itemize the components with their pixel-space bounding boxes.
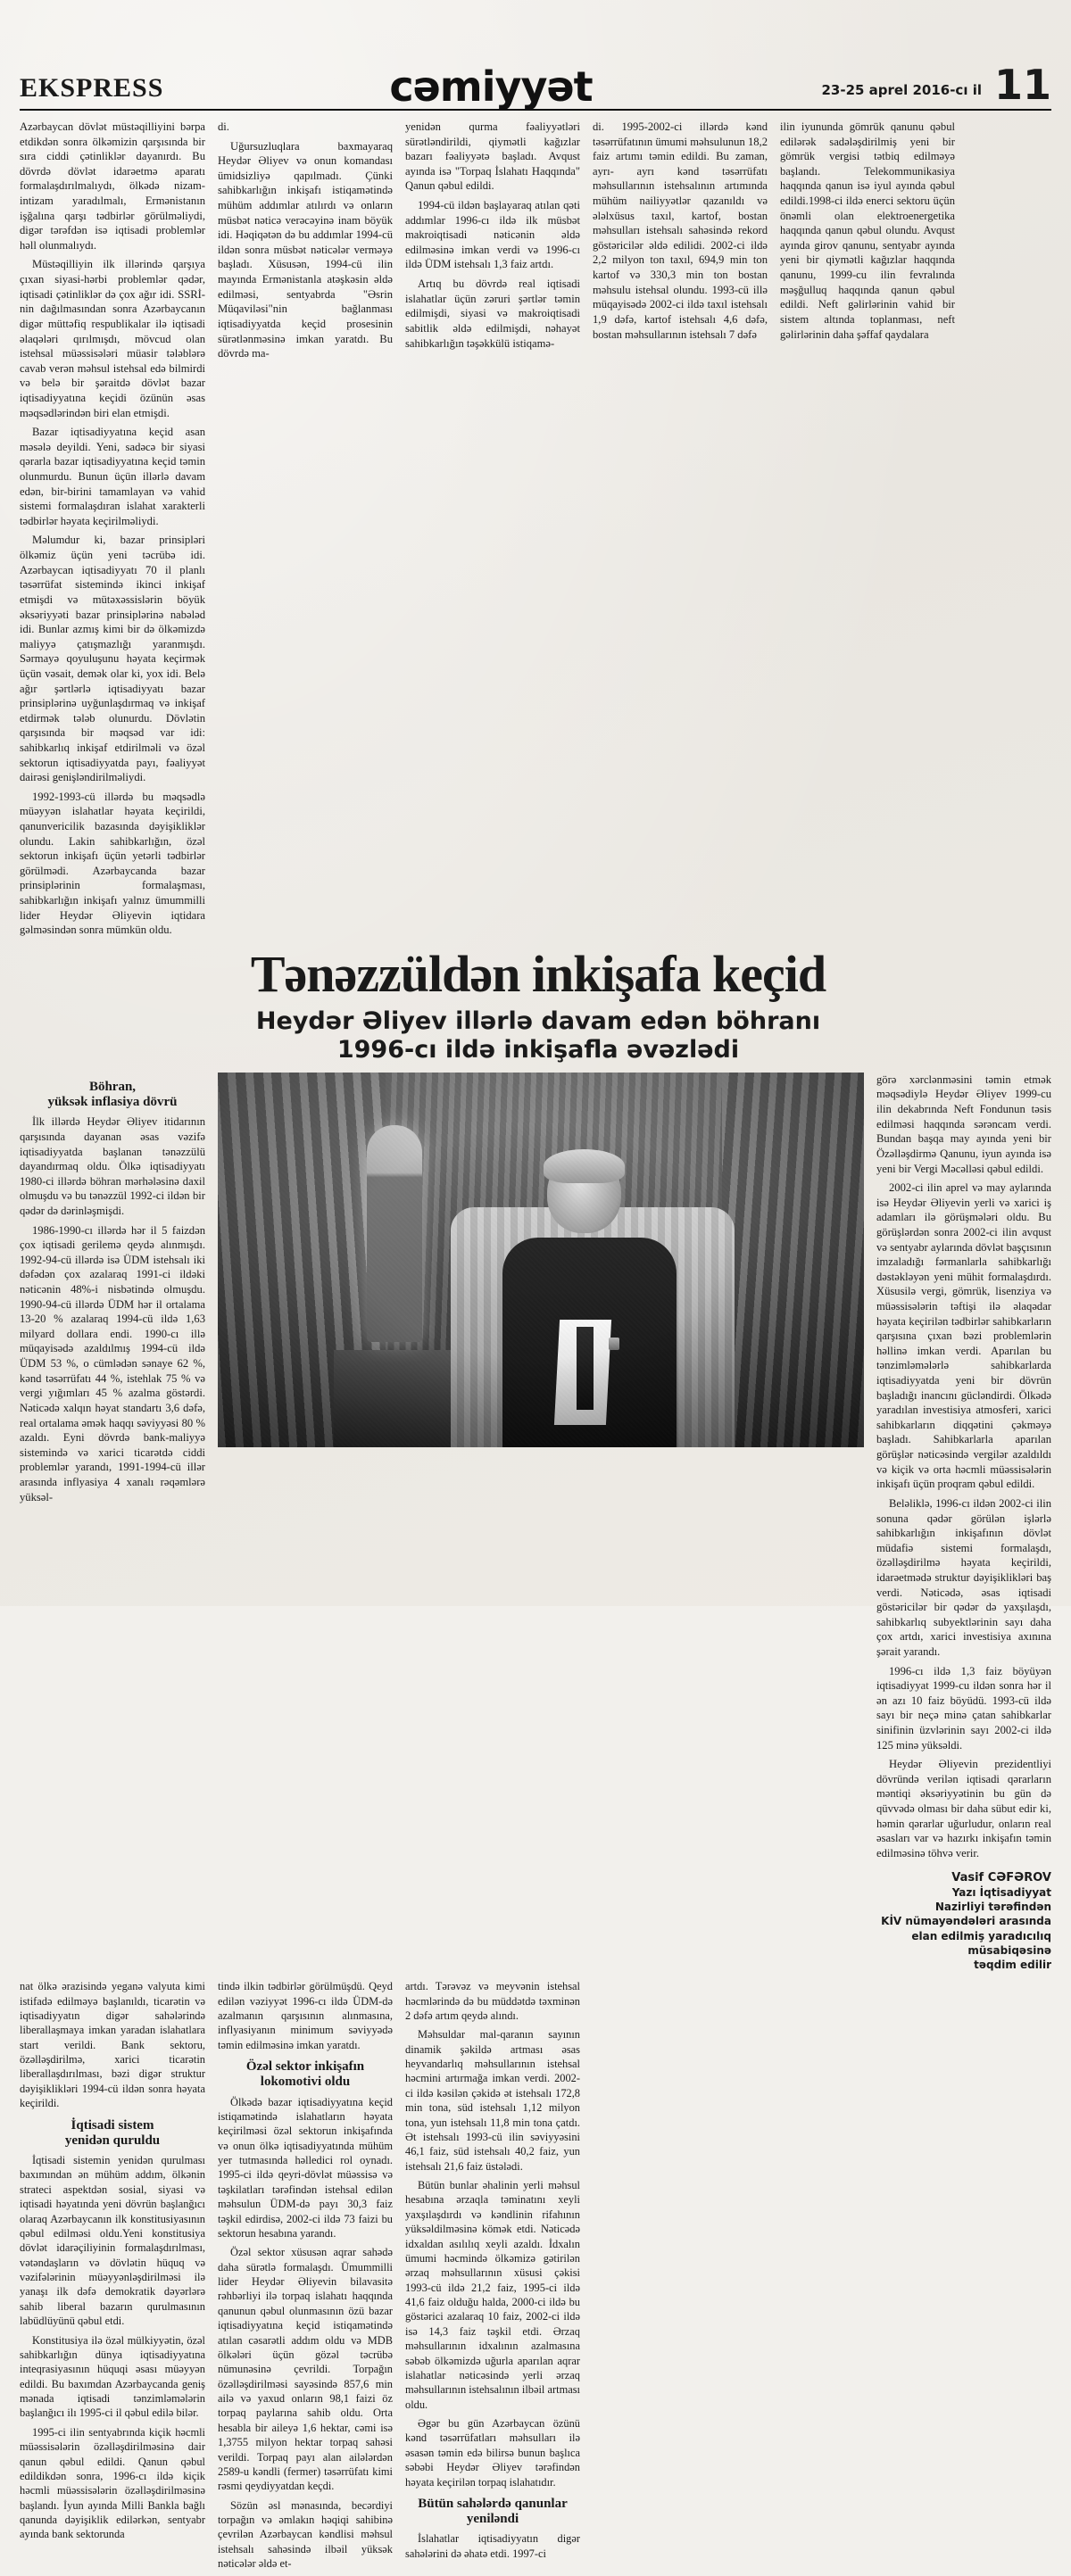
subhead-line1: Özəl sektor inkişafın	[245, 2059, 365, 2075]
paragraph: Məhsuldar mal-qaranın sayının dinamik şəkildə artması əsas heyvandarlıq məhsullarının istehsal həcmini artırmağa imkan verdi. 2002-ci ildə kəsilən çəkidə ət istehsalı 172,8 min tona, süd istehsalı 1,12 milyon tona, yun istehsalı 11,8 min tona çatdı. Ət istehsalı 1993-cü ilin səviyyəsini 46,1 faiz, süd istehsalı 40,2 faiz, yun istehsalı 21,6 faiz üstələdi.	[405, 2028, 580, 2173]
subhead-line2: yeniləndi	[466, 2512, 519, 2527]
paragraph: İlk illərdə Heydər Əliyev itidarının qarşısında dayanan əsas vəzifə iqtisadiyyatda başlanan tənəzzülü dayandırmaq oldu. Ölkə iqtisadiyyatı 1980-ci illərdə böhran mərhələsinə daxil olmuşdu və bu tənəzzül 1992-ci ildən bir qədər də dərinləşmişdi.	[20, 1115, 205, 1217]
article-column-bottom-2	[218, 1979, 393, 2575]
paragraph: Müstəqilliyin ilk illərində qarşıya çıxan siyasi-hərbi problemlər qədər, iqtisadi çətinliklər də çox ağır idi. SSRİ-nin dağılmasından sonra Azərbaycanın digər müttəfiq respublikalar ilə iqtisadi əlaqələri qırılmışdı, mövcud olan istehsal müəssisələri müasir tələblərə cavab verən məhsul istehsal edə bilmirdi və belə bir şəraitdə dövlət bazar iqtisadiyyatına keçidi özünün əsas məqsədlərindən biri elan etmişdi.	[20, 258, 205, 419]
top-columns	[20, 120, 1051, 942]
subhead-line1: Bütün sahələrdə qanunlar	[418, 2496, 568, 2511]
article-column-4	[593, 120, 768, 942]
paragraph: ilin iyununda gömrük qanunu qəbul edilərək sadələşdirilmiş yeni bir gömrük vergisi tətbiq edilməyə başlandı. Telekommunikasiya haqqında qanun isə iyul ayında qəbul edildi.1998-ci ildə enerci sektoru üçün önəmli olan elektroenergetika haqqında qanun qəbul olundu. Avqust ayında girov qanunu, sentyabr ayında yeni bir qiymətli kağızlar haqqında qanunu, 1999-cu ilin fevralında məşğulluq haqqında qanun qəbul edildi. Neft gəlirlərinin vahid bir sistem altında toplanması, neft gəlirlərinin daha şəffaf qaydalara	[780, 120, 955, 341]
paragraph: Bütün bunlar əhalinin yerli məhsul hesabına ərzaqla təminatını xeyli yaxşılaşdırdı və kəndlinin rifahının yüksəldilməsinə kömək etdi. Nəticədə idxaldan asılılıq xeyli azaldı. İdxalın ümumi həcmində ölkəmizə gətirilən ərzaq məhsullarının xüsusi çəkisi 1993-cü ildə 21,2 faiz, 1995-ci ildə 41,6 faiz olduğu halda, 2000-ci ildə bu göstərici azalaraq 10 faiz, 2002-ci ildə isə 14,3 faiz təşkil etdi. Ərzaq məhsullarının idxalının azalmasına səbəb ölkəmizdə uğurla aparılan aqrar islahatlar nəticəsində yerli ərzaq məhsullarının istehsalının ilbəil artması oldu.	[405, 2179, 580, 2411]
paragraph: Konstitusiya ilə özəl mülkiyyətin, özəl sahibkarlığın dünya iqtisadiyyatına inteqrasiyasının hüquqi əsası müəyyən edildi. Bu baxımdan Azərbaycanda geniş mənada iqtisadi tənzimləmələrin başlanğıcı ilı 1995-ci il qəbul edilə bilər.	[20, 2333, 205, 2420]
paragraph: di. 1995-2002-ci illərdə kənd təsərrüfatının ümumi məhsulunun 18,2 faiz artımı təmin edildi. Bu zaman, ayrı- ayrı kənd təsərrüfatı məhsullarının istehsalının artımında mühüm nailiyyətlər qazanıldı və ələlxüsus taxıl, kartof, bostan məhsulları istehsalı sahəsində rekord göstəricilər əldə edilidi. 2002-ci ildə 2,2 milyon ton taxıl, 694,9 min ton kartof və 330,3 min ton bostan məhsulu istehsal olundu. 1993-cü illə müqayisədə 2002-ci ildə taxıl istehsalı 1,9 dəfə, kartof istehsalı 4,6 dəfə, bostan məhsullarının istehsalı 7 dəfə	[593, 120, 768, 341]
author-signoff	[876, 1870, 1051, 1973]
paragraph: Əgər bu gün Azərbaycan özünü kənd təsərrüfatları məhsulları ilə əsasən təmin edə bilirsə bunun başlıca səbəbi Heydər Əliyev tərəfindən həyata keçirilən torpaq islahatıdır.	[405, 2417, 580, 2489]
signoff-line-3: Nazirliyi tərəfindən	[934, 1901, 1051, 1914]
paragraph: Ölkədə bazar iqtisadiyyatına keçid istiqamətində islahatların həyata keçirilməsi özəl sektorun inkişafında və onun ölkə iqtisadiyyatında mühüm yer tutmasında həlledici rol oynadı. 1995-ci ildə qeyri-dövlət müəssisə və təşkilatları tərəfindən istehsal edilən məhsulun ÜDM-də payı 30,3 faiz təşkil edirdisə, 2002-ci ildə 73 faizi bu sektorun hesabına yarandı.	[218, 2095, 393, 2240]
paragraph: 2002-ci ilin aprel və may aylarında isə Heydər Əliyevin yerli və xarici iş adamları ilə görüşmələri oldu. Bu görüşlərdən sonra 2002-ci ilin avqust və sentyabr aylarında dövlət başçısının imzaladığı fərmanlarla sahibkarlığı dəstəkləyən yeni mühit formalaşdırdı. Xüsusilə vergi, gömrük, lisenziya və müəssisələrin təftişi ilə əlaqədar həyata keçirilən tədbirlər sahibkarların qarşısına çıxan bəzi problemlərin həllinə imkan verdi. Aparılan bu tənzimləmələrlə sahibkarlarda iqtisadiyyatda yeni bir dövrün başladığı inancını gücləndirdi. Ölkədə yaradılan investisiya atmosferi, xarici sahibkarların diqqətini çəkməyə başladı. Sahibkarlarla aparılan görüşlər nəticəsində vergilər azaldıldı və kiçik və orta həcmli müəssisələrin inkişafı üçün proqram qəbul edildi.	[876, 1181, 1051, 1491]
signoff-line-5: elan edilmiş yaradıcılıq	[911, 1929, 1051, 1942]
paragraph: Artıq bu dövrdə real iqtisadi islahatlar üçün zəruri şərtlər təmin edilmişdi, siyasi və makroiqtisadi sabitlik əldə edilmişdi, nəhayət sahibkarlığın təşəkkülü istiqamə-	[405, 277, 580, 350]
masthead-right	[757, 60, 1051, 109]
column-subhead-bohran	[20, 1080, 205, 1111]
paragraph: Məlumdur ki, bazar prinsipləri ölkəmiz üçün yeni təcrübə idi. Azərbaycan iqtisadiyyatı 70 il planlı təsərrüfat sistemində ikinci inkişaf etmişdi və mütəxəssislərin böyük əksəriyyəti bazar prinsiplərinə nabələd idi. Bunlar azmış kimi bir də ölkəmizdə maliyyə çatışmazlığı yaranmışdı. Sərmayə qoyuluşunu həyata keçirmək üçün vəsait, demək olar ki, yox idi. Belə ağır şərtlərlə iqtisadiyyatı bazar prinsiplərinə uyğunlaşdırmaq və inkişaf etdirmək tələb olunurdu. Dövlətin qarşısında bir məqsəd var idi: sahibkarlıq inkişaf etdirilməli və özəl sektorun iqtisadiyyatda payı, fəaliyyət dairəsi genişləndirilməliydi.	[20, 534, 205, 784]
paragraph: tində ilkin tədbirlər görülmüşdü. Qeyd edilən vəziyyət 1996-cı ildə ÜDM-də azalmanın qarşısının alınmasına, inflyasiyanın minimum səviyyədə təmin edilməsinə imkan yaratdı.	[218, 1980, 393, 2051]
paragraph: Bazar iqtisadiyyatına keçid asan məsələ deyildi. Yeni, sadəcə bir siyasi qərarla bazar iqtisadiyyatına keçid təmin olunmurdu. Bunun üçün illərlə davam edən, bir-birini tamamlayan və vahid sistemi formalaşdıran islahat xarakterli tədbirlər həyata keçirilməliydi.	[20, 426, 205, 527]
paragraph: Uğursuzluqlara baxmayaraq Heydər Əliyev və onun komandası ümidsizliyə qapılmadı. Çünki sahibkarlığın inkişafı istiqamətində mühüm addımlar atılırdı və onların müsbət nəticə verəcəyinə inam böyük idi. Həqiqətən də bu addımlar 1994-cü ildən sonra müsbət nəticələr verməyə başladı. Xüsusən, 1994-cü ilin mayında Ermənistanla atəşkəsin əldə edilməsi, sentyabrda "Əsrin Müqaviləsi"nin bağlanması iqtisadiyyatda keçid prosesinin sürətlənməsinə imkan yaratdı. Bu dövrdə ma-	[218, 139, 393, 360]
paragraph: İslahatlar iqtisadiyyatın digər sahələrini də əhatə etdi. 1997-ci	[405, 2532, 580, 2560]
author-name: Vasif CƏFƏROV	[951, 1870, 1051, 1884]
article-column-bottom-3	[405, 1979, 580, 2575]
article-column-bottom-1	[20, 1979, 205, 2575]
article-column-5	[780, 120, 955, 942]
article-column-bottom-5	[780, 1979, 955, 2575]
mid-section	[20, 1073, 1051, 1972]
section-title: cəmiyyət	[389, 62, 593, 111]
article-photo	[218, 1073, 864, 1447]
subhead-line1: İqtisadi sistem	[71, 2117, 154, 2133]
paragraph: 1986-1990-cı illərdə hər il 5 faizdən çox iqtisadi gerilemə qeydə alınmışdı. 1992-94-cü illərdə isə ÜDM istehsalı iki dəfədən çox azalaraq 1991-ci ildəki nəticənin 48%-i nisbətində olmuşdu. 1990-94-cü illərdə ÜDM hər il ortalama 13-20 % azalaraq 1994-cü ildə 1,63 milyard dollara endi. 1990-cı illə müqayisədə azaldılmış 1994-cü ildə ÜDM 53 %, o cümlədən sənaye 62 %, kənd təsərrüfatı 44 %, istehlak 75 % və vergi yığımları 45 % azalma göstərdi. Nəticədə xalqın həyat standartı 3,6 dəfə, real ortalama əmək haqqı səviyyəsi 80 % azaldı. Eyni dövrdə bank-maliyyə sistemində və xarici ticarətdə ciddi problemlər yarandı, 1991-1994-cü illər arasında inflyasiya 4 xanalı rəqəmlərə yüksəl-	[20, 1223, 205, 1503]
subhead-line2: yenidən quruldu	[64, 2133, 161, 2148]
article-column-3	[405, 120, 580, 942]
article-headline: Tənəzzüldən inkişafa keçid	[250, 944, 826, 1003]
column-subhead-qanunlar	[405, 2497, 580, 2528]
paragraph: Beləliklə, 1996-cı ildən 2002-ci ilin sonuna qədər görülən işlərlə sahibkarlığın inkişafının dövlət müdafiə sistemi formalaşdı, özəlləşdirilmə həyata keçirildi, idarəetmədə struktur dəyişiklikləri baş verdi. Nəticədə, əsas iqtisadi göstəricilər bir qədər də yaxşılaşdı, sahibkarlıq subyektlərinin sayı daha çox artdı, xarici investisiya axınına şərait yarandı.	[876, 1496, 1051, 1658]
paragraph: nat ölkə ərazisində yeganə valyuta kimi istifadə edilməyə başlanıldı, ticarətin və iqtisadiyyatın digər sahələrində liberallaşmaya imkan yaradan islahatlara start verildi. Bank sektoru, özəlləşdirilmə, xarici ticarətin liberallaşdırılması, bəzi digər struktur dəyişiklikləri 1994-cü ildən sonra həyata keçirildi.	[20, 1980, 205, 2110]
masthead	[20, 62, 1051, 111]
article-subheadline-line2: 1996-cı ildə inkişafla əvəzlədi	[336, 1036, 740, 1064]
bottom-columns	[20, 1979, 1051, 2575]
article-column-5-continued	[876, 1073, 1051, 1972]
paragraph: İqtisadi sistemin yenidən qurulması baxımından ən mühüm addım, ölkənin strateci aspektdən sosial, siyasi və iqtisadi həyatında yeni dövrün başlanğıcı olaraq Azərbaycanın ilk konstitusiyasının qəbul edilməsi oldu.Yeni konstitusiya dövlət idarəçiliyinin formalaşdırılması, vətəndaşların və dövlətin hüquq və vəzifələrinin müəyyənləşdirilməsi ilə yanaşı ilk dəfə demokratik dəyərlərə sahib liberal bazarın qurulmasının labüdlüyünü qəbul etdi.	[20, 2154, 205, 2328]
signoff-line-6: müsabiqəsinə	[967, 1943, 1051, 1957]
paragraph: görə xərclənməsini təmin etmək məqsədiylə Heydər Əliyev 1999-cu ilin dekabrında Neft Fondunun təsis edilməsi haqqında sərəncam verdi. Bundan başqa may ayında yeni bir Özəlləşdirmə Qanunu, iyun ayında isə yeni bir Vergi Məcəlləsi qəbul edildi.	[876, 1073, 1051, 1175]
headline-block	[20, 944, 1051, 1065]
article-column-2	[218, 120, 393, 942]
photo-vignette	[218, 1073, 864, 1447]
article-column-1	[20, 120, 205, 942]
paragraph: 1996-cı ildə 1,3 faiz böyüyən iqtisadiyyat 1999-cu ildən sonra hər il ən azı 10 faiz böyüdü. 1993-cü ildə sayı bir neçə minə çatan sahibkarlar sinifinin üzvlərinin sayı 2002-ci ildə 125 minə yüksəldi.	[876, 1664, 1051, 1752]
paragraph: 1995-ci ilin sentyabrında kiçik həcmli müəssisələrin özəlləşdirilməsinə dair qanun qəbul edildi. Qanun qəbul edildikdən sonra, 1996-cı ildə kiçik həcmli müəssisələrin özəlləşdirilməsinə başlandı. İyun ayında Milli Bankla bağlı qanunda dəyişiklik edilərkən, sentyabr ayında bank sektorunda	[20, 2425, 205, 2541]
article-column-bottom-4	[593, 1979, 768, 2575]
subhead-line1: Böhran,	[88, 1079, 137, 1094]
paragraph: Azərbaycan dövlət müstəqilliyini bərpa etdikdən sonra ölkəmizin qarşısında bir sıra ciddi çətinliklər dayanırdı. Bu dövrdə dövlət idarəetmə aparatı formalaşdırılmalıydı, ölkədə nizam-intizam yaradılmalı, Ermənistanın işğalına qarşı tədbirlər görülməliydi, digər tərəfdən isə iqtisadi problemlər həll olunmalıydı.	[20, 120, 205, 252]
signoff-line-2: Yazı İqtisadiyyat	[951, 1886, 1051, 1900]
subhead-line2: lokomotivi oldu	[260, 2075, 351, 2090]
paragraph: di.	[218, 120, 229, 133]
paragraph: yenidən qurma fəaliyyətləri sürətləndirildi, qiymətli kağızlar bazarı fəaliyyətə başladı. Avqust ayında isə "Torpaq İslahatı Haqqında" Qanun qəbul edildi.	[405, 120, 580, 193]
column-subhead-iqtisadi-sistem	[20, 2118, 205, 2149]
photo-inner	[218, 1073, 864, 1447]
signoff-line-7: təqdim edilir	[974, 1959, 1051, 1972]
column-subhead-ozel-sektor	[218, 2059, 393, 2091]
paragraph: Sözün əsl mənasında, becərdiyi torpağın və əmlakın həqiqi sahibinə çevrilən Azərbaycan kəndlisi məhsul istehsalı sahəsində ilbəil yüksək nəticələr əldə et-	[218, 2498, 393, 2571]
paragraph: Heydər Əliyevin prezidentliyi dövründə verilən iqtisadi qərarların məntiqi əksəriyyətinin bu gün də qüvvədə olması bir daha sübut edir ki, həmin qərarlar uğurludur, onların real əsasları var və hazırkı inkişafın təmin edilməsinə töhvə verir.	[876, 1758, 1051, 1860]
paragraph: 1994-cü ildən başlayaraq atılan qəti addımlar 1996-cı ildə ilk müsbət makroiqtisadi nəticənin əldə edilməsinə imkan verdi və 1996-cı ildə ÜDM istehsalı 1,3 faiz artdı.	[405, 199, 580, 271]
newspaper-brand: EKSPRESS	[20, 73, 164, 103]
paragraph: artdı. Tərəvəz və meyvənin istehsal həcmlərində də bu müddətdə təxminən 2 dəfə artım qeydə alındı.	[405, 1980, 580, 2022]
paragraph: 1992-1993-cü illərdə bu məqsədlə müəyyən islahatlar həyata keçirildi, qanunvericilik bazasında dəyişikliklər olundu. Lakin sahibkarlığın, özəl sektorun inkişafı üçün yetərli tədbirlər görülmədi. Azərbaycanda bazar prinsiplərinin formalaşması, sahibkarlığın inkişafı yalnız ümummilli lider Heydər Əliyevin iqtidara gəlməsindən sonra mümkün oldu.	[20, 790, 205, 937]
paragraph: Özəl sektor xüsusən aqrar sahədə daha sürətlə formalaşdı. Ümummilli lider Heydər Əliyevin bilavasitə rəhbərliyi ilə torpaq islahatı haqqında qanunun qəbul olunmasının özü bazar iqtisadiyyatına keçid istiqamətində atılan cəsarətli addım oldu və MDB ölkələri üçün gözəl təcrübə nümunəsinə çevrildi. Torpağın özəlləşdirilməsi sayəsində 857,6 min ailə və yaxud onların 98,1 faizi öz torpaq paylarına sahib oldu. Orta hesabla bir aileyə 1,6 hektar, cəmi isə 1,3755 milyon hektar torpaq sahəsi verildi. Torpaq payı alan ailələrdən 2589-u kəndli (fermer) təsərrüfatı kimi rəsmi qeydiyyatdan keçdi.	[218, 2246, 393, 2493]
signoff-line-4: KİV nümayəndələri arasında	[881, 1915, 1051, 1928]
page-number: 11	[993, 60, 1051, 109]
subhead-line2: yüksək inflasiya dövrü	[47, 1095, 178, 1110]
article-subheadline-line1: Heydər Əliyev illərlə davam edən böhranı	[255, 1007, 821, 1036]
issue-date: 23-25 aprel 2016-cı il	[821, 82, 982, 98]
article-column-1-continued	[20, 1073, 205, 1972]
